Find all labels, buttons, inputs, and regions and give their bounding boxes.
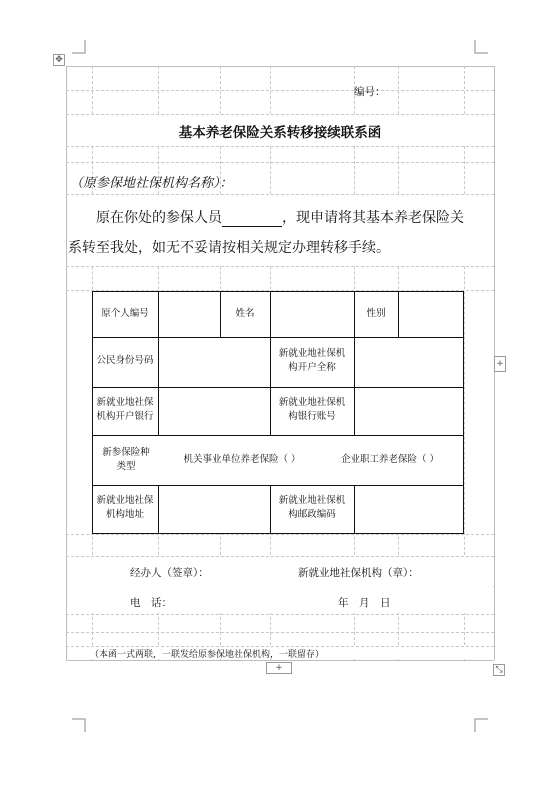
grid-line <box>66 66 494 67</box>
table-border <box>270 291 271 337</box>
table-border <box>92 291 464 292</box>
table-border <box>158 485 159 533</box>
table-border <box>463 291 464 533</box>
agency-label: 新就业地社保机构（章）： <box>298 567 419 579</box>
page-title: 基本养老保险关系转移接续联系函 <box>178 125 382 141</box>
checkbox-option[interactable]: 企业职工养老保险（ ） <box>340 454 440 465</box>
document-number-label: 编号： <box>354 86 386 98</box>
table-border <box>92 533 464 534</box>
cell-label: 新就业地社保机构邮政编码 <box>278 495 346 520</box>
grid-line <box>66 266 494 267</box>
table-border <box>92 435 464 436</box>
resize-handle-icon[interactable]: ⤡ <box>493 664 505 676</box>
grid-line <box>66 534 494 535</box>
cell-label: 新就业地社保机构开户全称 <box>278 348 346 373</box>
table-border <box>354 485 355 533</box>
checkbox-option[interactable]: 机关事业单位养老保险（ ） <box>183 454 301 465</box>
cell-label: 新就业地社保机构地址 <box>96 495 154 520</box>
date-label: 年 月 日 <box>338 597 391 609</box>
grid-line <box>66 146 494 147</box>
cell-label: 新就业地社保机构开户银行 <box>96 397 154 422</box>
phone-label: 电 话： <box>130 597 172 609</box>
handler-label: 经办人（签章）： <box>130 567 209 579</box>
table-border <box>270 485 271 533</box>
footnote: （本函一式两联，一联发给原参保地社保机构，一联留存） <box>90 650 325 660</box>
table-border <box>354 337 355 435</box>
table-border <box>354 291 355 337</box>
corner-mark-top-left <box>72 40 86 54</box>
addressee-line: （原参保地社保机构名称）： <box>70 176 233 191</box>
move-handle-icon[interactable]: ✥ <box>53 54 65 66</box>
blank-field[interactable] <box>222 212 282 227</box>
table-border <box>92 337 464 338</box>
paragraph-text: 原在你处的参保人员 <box>96 210 222 226</box>
add-row-icon[interactable]: + <box>266 662 292 674</box>
corner-mark-bottom-right <box>474 718 488 732</box>
add-column-icon[interactable]: + <box>494 356 506 372</box>
paragraph-line-1 <box>96 207 464 227</box>
cell-label: 新参保险种类型 <box>102 447 150 472</box>
table-border <box>92 485 464 486</box>
table-border <box>92 387 464 388</box>
table-border <box>92 291 93 533</box>
cell-label: 姓名 <box>235 308 255 319</box>
info-table <box>92 291 464 533</box>
cell-label: 性别 <box>366 308 386 319</box>
corner-mark-top-right <box>474 40 488 54</box>
grid-line <box>66 162 494 163</box>
paragraph-text: ，现申请将其基本养老保险关 <box>282 210 464 226</box>
cell-label: 新就业地社保机构银行账号 <box>278 397 346 422</box>
table-border <box>158 337 159 435</box>
grid-line <box>66 660 494 661</box>
table-border <box>398 291 399 337</box>
paragraph-line-2: 系转至我处，如无不妥请按相关规定办理转移手续。 <box>68 240 390 256</box>
cell-label: 公民身份号码 <box>96 355 154 366</box>
table-border <box>270 337 271 435</box>
cell-label: 原个人编号 <box>101 308 149 319</box>
grid-line <box>66 632 494 633</box>
corner-mark-bottom-left <box>72 718 86 732</box>
table-border <box>220 291 221 337</box>
grid-line <box>66 614 494 615</box>
grid-line <box>66 90 494 91</box>
table-border <box>158 291 159 337</box>
